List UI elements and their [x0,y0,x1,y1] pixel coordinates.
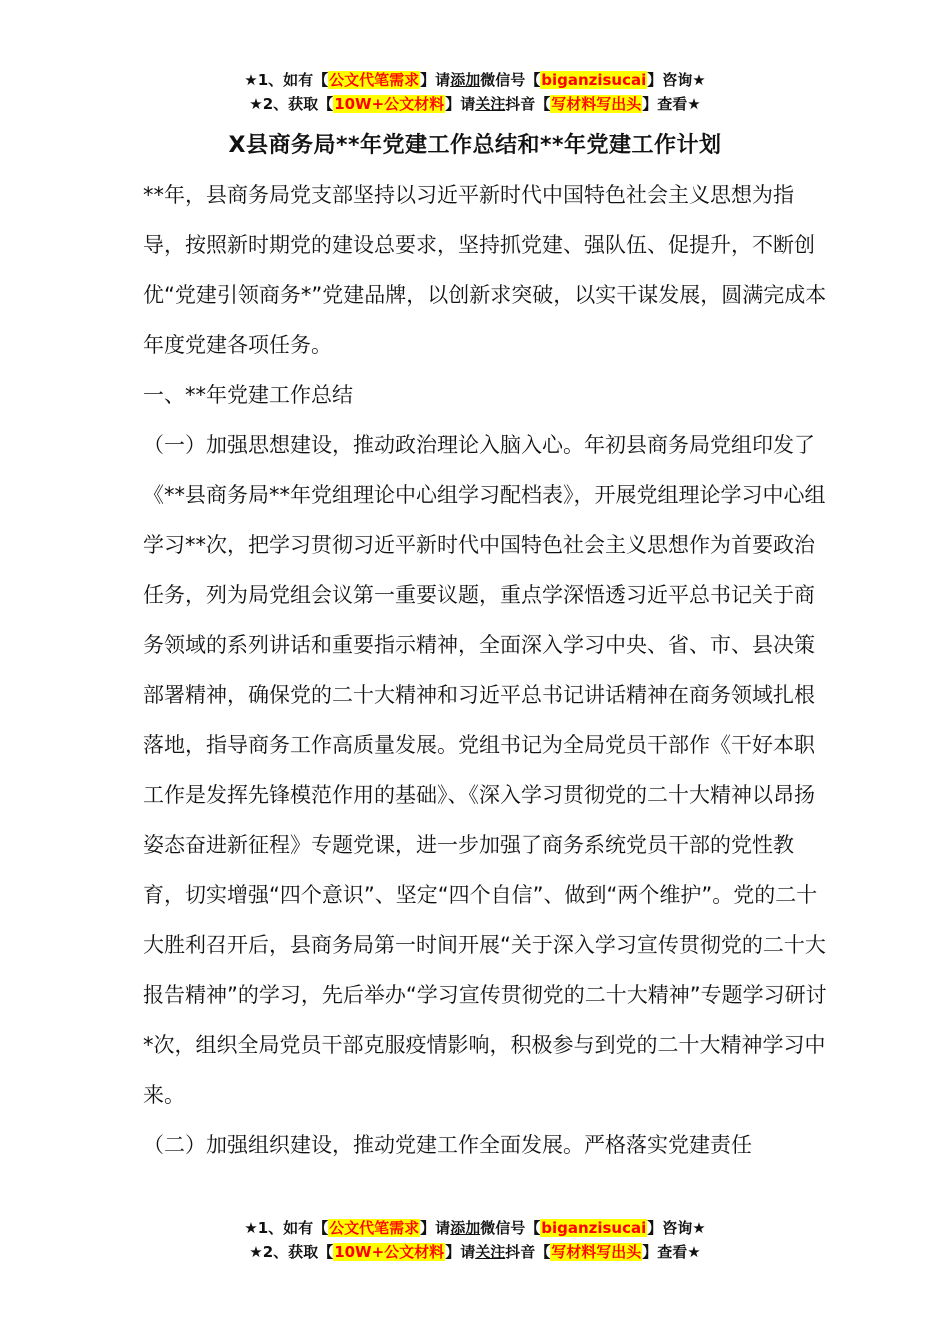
promo-text: 】请 [445,95,476,113]
promo-highlight: 公文代笔需求 [329,71,420,89]
promo-highlight: 10W+公文材料 [334,1243,445,1261]
promo-text: ★1、如有【 [244,1219,329,1237]
promo-text: ★2、获取【 [249,1243,334,1261]
promo-underline: 添加 [450,1219,481,1237]
promo-line-1 [0,1216,950,1240]
promo-text: 】查看★ [642,95,701,113]
section-heading: 一、**年党建工作总结 [143,383,353,407]
promo-text: 抖音【 [505,95,551,113]
promo-highlight: 公文代笔需求 [329,1219,420,1237]
promo-highlight: biganzisucai [541,71,647,89]
promo-text: 】请 [445,1243,476,1261]
promo-text: 】请 [420,71,451,89]
promo-line-1 [0,68,950,92]
promo-banner-top [0,68,950,116]
document-body [143,170,833,1170]
promo-underline: 添加 [450,71,481,89]
promo-highlight: 写材料写出头 [551,1243,642,1261]
body-paragraph: （二）加强组织建设，推动党建工作全面发展。严格落实党建责任 [143,1133,752,1157]
document-title: X县商务局**年党建工作总结和**年党建工作计划 [228,133,722,158]
promo-text: 】咨询★ [647,71,706,89]
promo-highlight: 10W+公文材料 [334,95,445,113]
promo-line-2 [0,92,950,116]
promo-text: 抖音【 [505,1243,551,1261]
promo-underline: 关注 [475,95,506,113]
promo-text: 微信号【 [480,1219,541,1237]
intro-paragraph: **年，县商务局党支部坚持以习近平新时代中国特色社会主义思想为指导，按照新时期党的建设总要求，坚持抓党建、强队伍、促提升，不断创优“党建引领商务*”党建品牌，以创新求突破，以实干谋发展，圆满完成本年度党建各项任务。 [143,183,827,357]
promo-line-2 [0,1240,950,1264]
promo-text: 】咨询★ [647,1219,706,1237]
promo-highlight: biganzisucai [541,1219,647,1237]
promo-text: 微信号【 [480,71,541,89]
promo-banner-bottom [0,1216,950,1264]
promo-underline: 关注 [475,1243,506,1261]
promo-text: ★1、如有【 [244,71,329,89]
promo-text: ★2、获取【 [249,95,334,113]
promo-text: 】查看★ [642,1243,701,1261]
promo-text: 】请 [420,1219,451,1237]
promo-highlight: 写材料写出头 [551,95,642,113]
body-paragraph: （一）加强思想建设，推动政治理论入脑入心。年初县商务局党组印发了《**县商务局**年党组理论中心组学习配档表》，开展党组理论学习中心组学习**次，把学习贯彻习近平新时代中国特色社会主义思想作为首要政治任务，列为局党组会议第一重要议题，重点学深悟透习近平总书记关于商务领域的系列讲话和重要指示精神，全面深入学习中央、省、市、县决策部署精神，确保党的二十大精神和习近平总书记讲话精神在商务领域扎根落地，指导商务工作高质量发展。党组书记为全局党员干部作《干好本职工作是发挥先锋模范作用的基础》、《深入学习贯彻党的二十大精神以昂扬姿态奋进新征程》专题党课，进一步加强了商务系统党员干部的党性教育，切实增强“四个意识”、坚定“四个自信”、做到“两个维护”。党的二十大胜利召开后，县商务局第一时间开展“关于深入学习宣传贯彻党的二十大报告精神”的学习，先后举办“学习宣传贯彻党的二十大精神”专题学习研讨*次，组织全局党员干部克服疫情影响，积极参与到党的二十大精神学习中来。 [143,433,827,1107]
